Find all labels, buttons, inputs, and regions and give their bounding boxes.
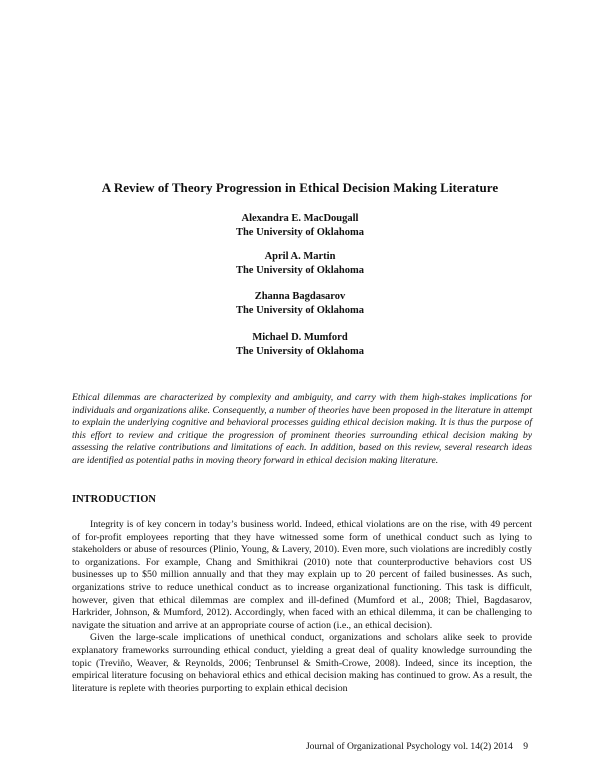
- author-block-2: [100, 250, 500, 277]
- paragraph: Integrity is of key concern in today’s business world. Indeed, ethical violations are on the rise, with 49 percent of for-profit employees reporting that they have witnessed some form of unethical conduct such as lying to stakeholders or abuse of resources (Plinio, Young, & Lavery, 2010). Even more, such violations are incredibly costly to organizations. For example, Chang and Smithikrai (2010) note that counterproductive behaviors cost US businesses up to $50 million annually and that they may explain up to 20 percent of failed businesses. As such, organizations strive to reduce unethical conduct as to increase organizational functioning. This task is difficult, however, given that ethical dilemmas are complex and ill-defined (Mumford et al., 2008; Thiel, Bagdasarov, Harkrider, Johnson, & Mumford, 2012). Accordingly, when faced with an ethical dilemma, it can be challenging to navigate the situation and arrive at an appropriate course of action (i.e., an ethical decision).: [72, 519, 532, 631]
- author-affiliation: The University of Oklahoma: [235, 304, 365, 316]
- author-block-1: [100, 212, 500, 239]
- author-name: Zhanna Bagdasarov: [254, 291, 346, 302]
- section-heading: INTRODUCTION: [72, 494, 157, 505]
- author-name: April A. Martin: [264, 251, 336, 262]
- page-footer: [306, 741, 528, 752]
- author-affiliation: The University of Oklahoma: [235, 264, 365, 276]
- author-block-3: [100, 290, 500, 317]
- body-text: [72, 519, 532, 695]
- author-name: Michael D. Mumford: [252, 332, 348, 343]
- abstract: Ethical dilemmas are characterized by complexity and ambiguity, and carry with them high-stakes implications for individuals and organizations alike. Consequently, a number of theories have been proposed in the literature in attempt to explain the underlying cognitive and behavioral processes guiding ethical decision making. It is thus the purpose of this effort to review and critique the progression of prominent theories surrounding ethical decision making by assessing the relative contributions and limitations of each. In addition, based on this review, several research ideas are identified as potential paths in moving theory forward in ethical decision making literature.: [72, 392, 532, 466]
- author-affiliation: The University of Oklahoma: [235, 345, 365, 357]
- page-number: 9: [523, 741, 528, 752]
- author-affiliation: The University of Oklahoma: [235, 226, 365, 238]
- author-name: Alexandra E. MacDougall: [241, 213, 359, 224]
- paragraph: Given the large-scale implications of unethical conduct, organizations and scholars alike seek to provide explanatory frameworks surrounding ethical conduct, yielding a great deal of quality knowledge surrounding the topic (Treviño, Weaver, & Reynolds, 2006; Tenbrunsel & Smith-Crowe, 2008). Indeed, since its inception, the empirical literature focusing on behavioral ethics and ethical decision making has continued to grow. As a result, the literature is replete with theories purporting to explain ethical decision: [72, 632, 532, 694]
- journal-citation: Journal of Organizational Psychology vol. 14(2) 2014: [305, 741, 513, 752]
- paper-title: A Review of Theory Progression in Ethical Decision Making Literature: [101, 180, 499, 195]
- author-block-4: [100, 331, 500, 358]
